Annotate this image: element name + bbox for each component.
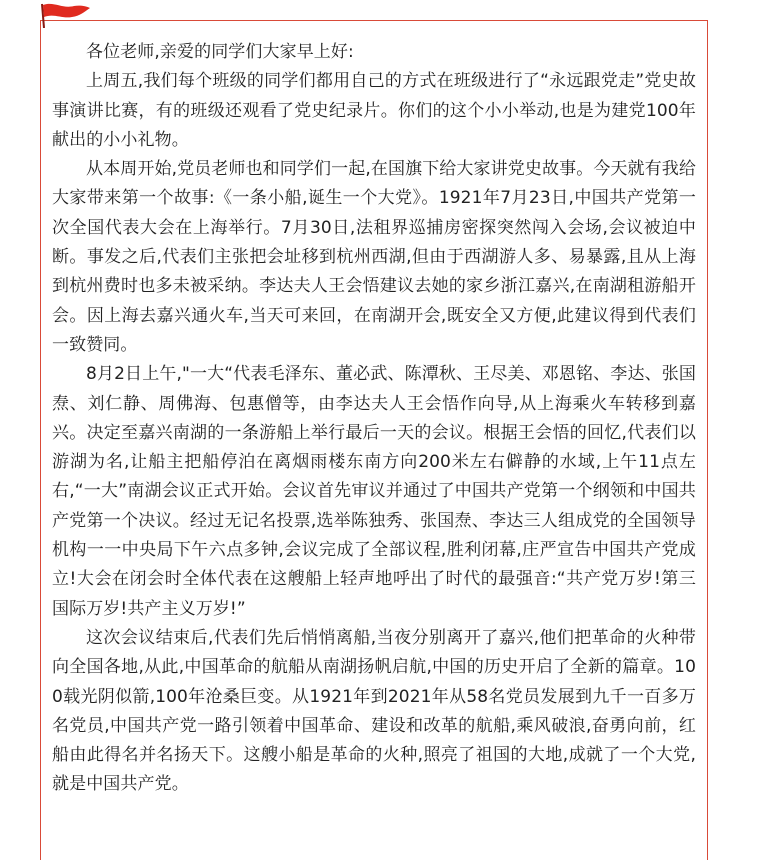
conclusion-paragraph: 这次会议结束后,代表们先后悄悄离船,当夜分别离开了嘉兴,他们把革命的火种带向全国各地,从此,中国革命的航船从南湖扬帆启航,中国的历史开启了全新的篇章。100载光阴似箭,100年沧桑巨变。从1921年到2021年从58名党员发展到九千一百多万名党员,中国共产党一路引领着中国革命、建设和改革的航船,乘风破浪,奋勇向前，红船由此得名并名扬天下。这艘小船是革命的火种,照亮了祖国的大地,成就了一个大党,就是中国共产党。 bbox=[52, 627, 697, 795]
greeting-paragraph: 各位老师,亲爱的同学们大家早上好: bbox=[86, 42, 354, 62]
meeting-paragraph: 8月2日上午,"一大“代表毛泽东、董必武、陈潭秋、王尽美、邓恩铭、李达、张国焘、刘仁静、周佛海、包惠僧等，由李达夫人王会悟作向导,从上海乘火车转移到嘉兴。决定至嘉兴南湖的一条游船上举行最后一天的会议。根据王会悟的回忆,代表们以游湖为名,让船主把船停泊在离烟雨楼东南方向200米左右僻静的水域,上午11点左右,“一大”南湖会议正式开始。会议首先审议并通过了中国共产党第一个纲领和中国共产党第一个决议。经过无记名投票,选举陈独秀、张国焘、李达三人组成党的全国领导机构一一中央局下午六点多钟,会议完成了全部议程,胜利闭幕,庄严宣告中国共产党成立!大会在闭会时全体代表在这艘船上轻声地呼出了时代的最强音:“共产党万岁!第三国际万岁!共产主义万岁!” bbox=[52, 364, 697, 619]
intro-paragraph: 上周五,我们每个班级的同学们都用自己的方式在班级进行了“永远跟党走”党史故事演讲比赛，有的班级还观看了党史纪录片。你们的这个小小举动,也是为建党100年献出的小小礼物。 bbox=[52, 71, 696, 150]
article-body bbox=[52, 38, 696, 800]
red-flag-icon bbox=[36, 2, 92, 28]
story-paragraph: 从本周开始,党员老师也和同学们一起,在国旗下给大家讲党史故事。今天就有我给大家带来第一个故事:《一条小船,诞生一个大党》。1921年7月23日,中国共产党第一次全国代表大会在上海举行。7月30日,法租界巡捕房密探突然闯入会场,会议被迫中断。事发之后,代表们主张把会址移到杭州西湖,但由于西湖游人多、易暴露,且从上海到杭州费时也多未被采纳。李达夫人王会悟建议去她的家乡浙江嘉兴,在南湖租游船开会。因上海去嘉兴通火车,当天可来回，在南湖开会,既安全又方便,此建议得到代表们一致赞同。 bbox=[52, 159, 697, 355]
